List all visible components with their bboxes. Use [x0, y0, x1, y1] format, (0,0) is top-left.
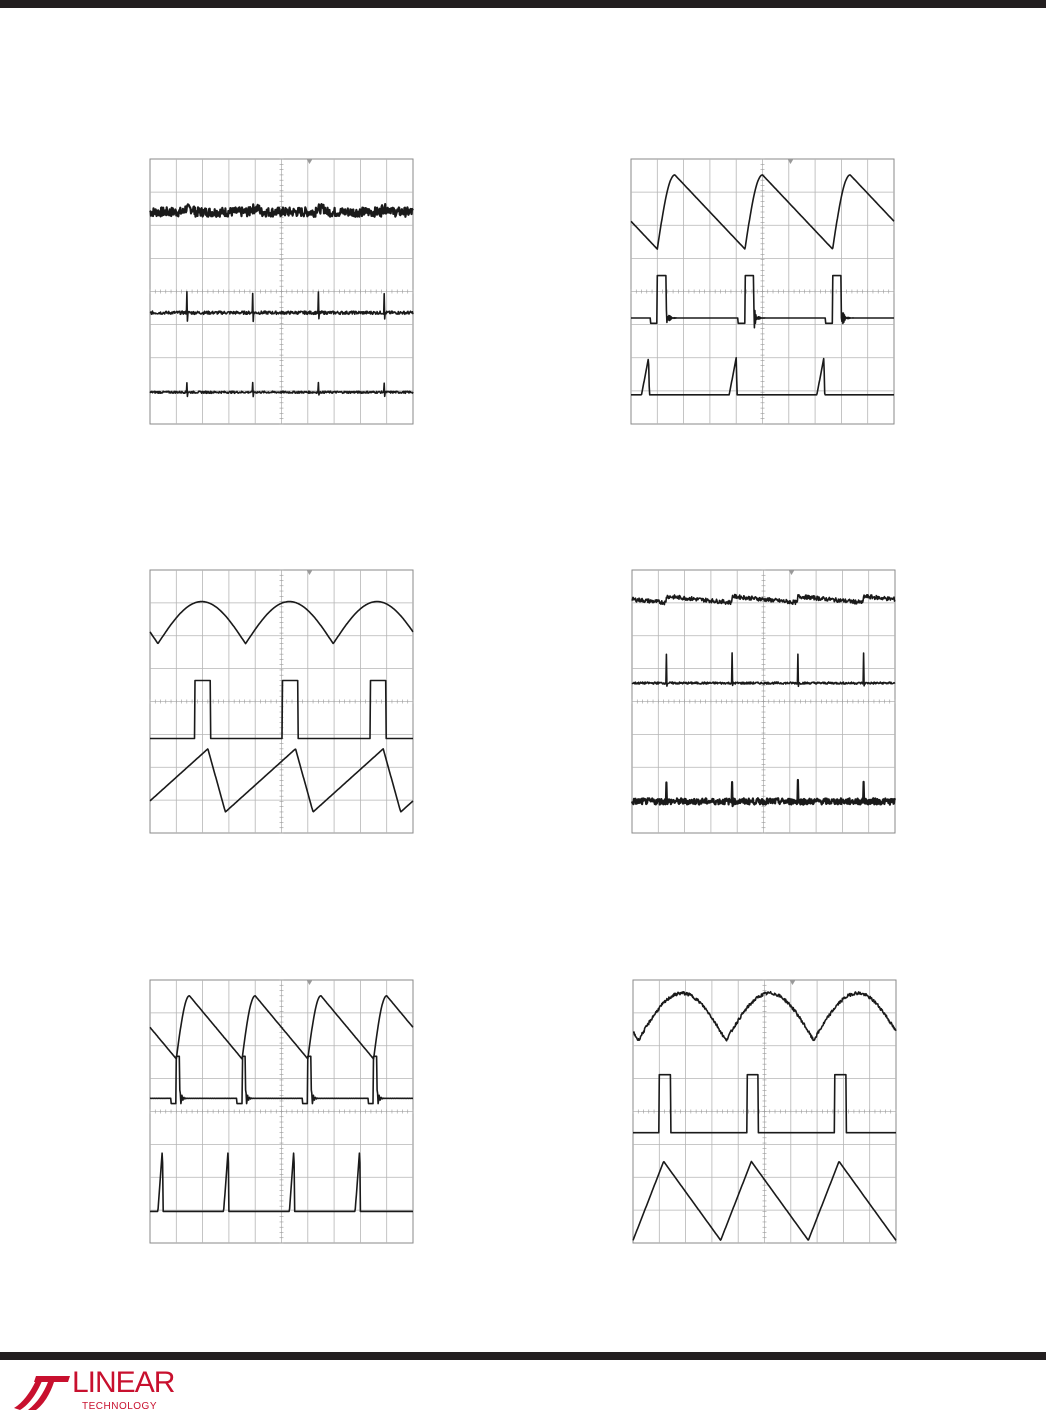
oscilloscope-panel-5	[149, 979, 414, 1244]
oscilloscope-panel-1	[149, 158, 414, 425]
logo-sub-text: TECHNOLOGY	[82, 1401, 158, 1412]
oscilloscope-panel-2	[630, 158, 895, 425]
bottom-rule	[0, 1352, 1046, 1360]
top-rule	[0, 0, 1046, 8]
oscilloscope-panel-3	[149, 569, 414, 834]
oscilloscope-panel-6	[632, 979, 897, 1244]
logo-brand-text: LINEAR	[72, 1366, 175, 1399]
oscilloscope-panel-4	[631, 569, 896, 834]
